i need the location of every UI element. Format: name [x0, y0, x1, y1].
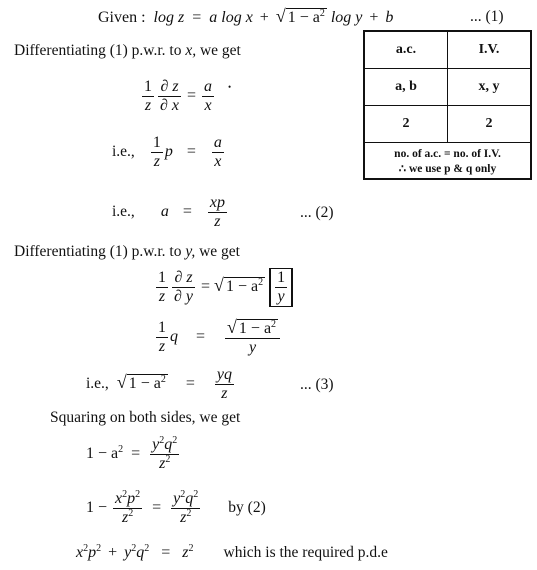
ac-iv-table — [363, 30, 532, 180]
eq-tag-1: ... (1) — [470, 8, 504, 25]
eq-y3: i.e., √ $1 - a^2$ = $\frac{yq}{z}$ — [86, 366, 232, 402]
table-cell: 2 — [402, 116, 410, 131]
table-row — [365, 69, 530, 106]
table-cell: a, b — [395, 79, 417, 94]
eq-s1: $1 - a^2$ = $\frac{y^2q^2}{z^2}$ — [86, 435, 178, 472]
table-header-row — [365, 32, 530, 69]
given-equation — [98, 6, 393, 27]
eq-s2: 1 − $\frac{x^2p^2}{z^2}$ = $\frac{y^2q^2}{z^2}$ by (2) — [86, 489, 266, 526]
log-y: log y — [330, 9, 363, 26]
table-cell: x, y — [447, 69, 530, 105]
lhs: log z — [153, 9, 185, 26]
eq-x3: i.e., a = $\frac{xp}{z}$ — [112, 194, 225, 230]
diff-x-text: Differentiating (1) p.w.r. to x, we get — [14, 42, 241, 59]
eq-tag-3: ... (3) — [300, 376, 334, 393]
table-cell: 2 — [447, 106, 530, 142]
diff-y-text: Differentiating (1) p.w.r. to y, we get — [14, 243, 240, 260]
coef-a: a — [209, 9, 218, 26]
const-b: b — [385, 9, 394, 26]
eq-x2: i.e., $\frac{1}{z}$ p = $\frac{a}{x}$ — [112, 134, 222, 170]
eq-tag-2: ... (2) — [300, 204, 334, 221]
eq-sign: = — [192, 9, 202, 26]
note-line-2: ∴ we use p & q only — [398, 163, 497, 175]
squaring-text: Squaring on both sides, we get — [50, 409, 241, 426]
eq-y1: $\frac{1}{z}$ $\frac{\partial z}{\partial y}$ = √ $1 - a^2$ $\frac{1}{y}$ — [154, 268, 293, 307]
eq-y2: $\frac{1}{z}$ q = $\frac{√ 1 - a^2}{y}$ — [154, 318, 282, 357]
eq-x1: $\frac{1}{z}$ $\frac{\partial z}{\partial x}$ = $\frac{a}{x}$ • — [144, 78, 232, 114]
table-note — [365, 143, 530, 181]
plus: + — [259, 9, 269, 26]
stray-dot: • — [228, 82, 232, 93]
plus2: + — [369, 9, 379, 26]
table-header-iv: I.V. — [447, 32, 530, 68]
table-row — [365, 106, 530, 143]
log-x: log x — [221, 9, 253, 26]
note-line-1: no. of a.c. = no. of I.V. — [394, 148, 501, 160]
eq-s3: $x^2p^2 + y^2q^2 = z^2$ which is the required p.d.e — [76, 543, 388, 561]
given-label: Given : — [98, 9, 146, 26]
sqrt-term: √ $1 - a^2$ — [275, 6, 325, 26]
table-header-ac: a.c. — [395, 42, 417, 57]
